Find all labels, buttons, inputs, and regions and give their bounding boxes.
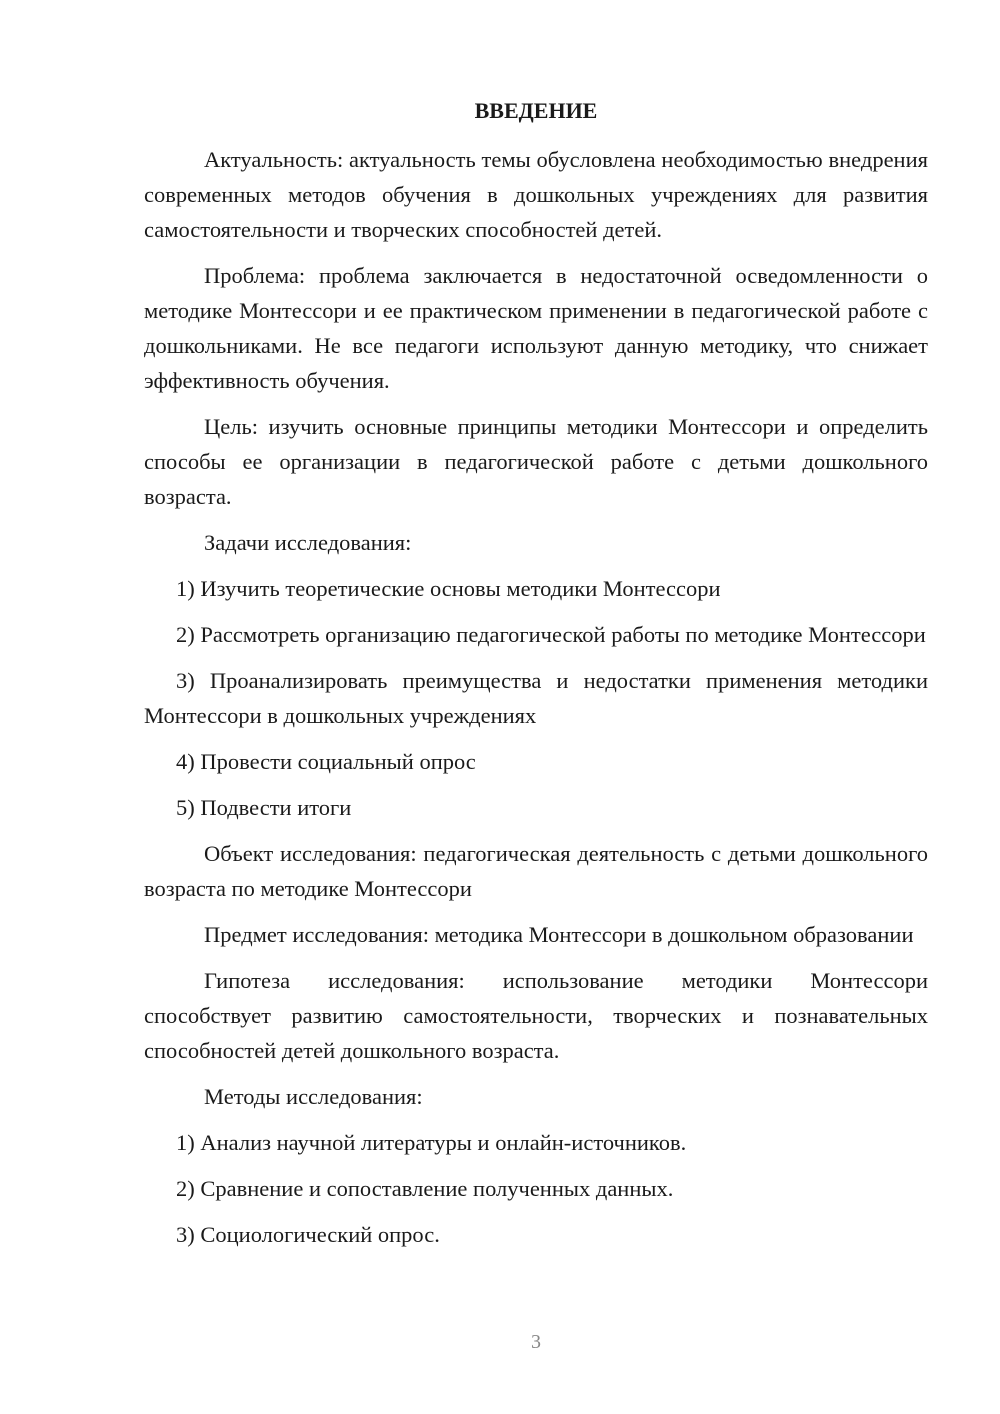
task-item: 4) Провести социальный опрос [176, 749, 476, 774]
task-item: 5) Подвести итоги [176, 795, 352, 820]
task-item: 3) Проанализировать преимущества и недостатки применения методики Монтессори в дошкольных учреждениях [144, 668, 928, 728]
tasks-heading: Задачи исследования: [204, 530, 412, 555]
method-item: 2) Сравнение и сопоставление полученных данных. [176, 1176, 674, 1201]
methods-heading: Методы исследования: [204, 1084, 423, 1109]
method-item: 1) Анализ научной литературы и онлайн-источников. [176, 1130, 687, 1155]
object-paragraph: Объект исследования: педагогическая деятельность с детьми дошкольного возраста по методике Монтессори [144, 841, 928, 901]
relevance-paragraph: Актуальность: актуальность темы обусловлена необходимостью внедрения современных методов обучения в дошкольных учреждениях для развития самостоятельности и творческих способностей детей. [144, 147, 928, 242]
document-page [144, 96, 928, 1263]
method-item: 3) Социологический опрос. [176, 1222, 440, 1247]
page-title: ВВЕДЕНИЕ [474, 98, 598, 123]
task-item: 1) Изучить теоретические основы методики Монтессори [176, 576, 721, 601]
subject-paragraph: Предмет исследования: методика Монтессори в дошкольном образовании [204, 922, 914, 947]
goal-paragraph: Цель: изучить основные принципы методики Монтессори и определить способы ее организации в педагогической работе с детьми дошкольного возраста. [144, 414, 928, 509]
hypothesis-paragraph: Гипотеза исследования: использование методики Монтессори способствует развитию самостоятельности, творческих и познавательных способностей детей дошкольного возраста. [144, 968, 928, 1063]
page-number: 3 [531, 1331, 541, 1353]
problem-paragraph: Проблема: проблема заключается в недостаточной осведомленности о методике Монтессори и ее практическом применении в педагогической работе с дошкольниками. Не все педагоги используют данную методику, что снижает эффективность обучения. [144, 263, 928, 393]
task-item: 2) Рассмотреть организацию педагогической работы по методике Монтессори [176, 622, 926, 647]
